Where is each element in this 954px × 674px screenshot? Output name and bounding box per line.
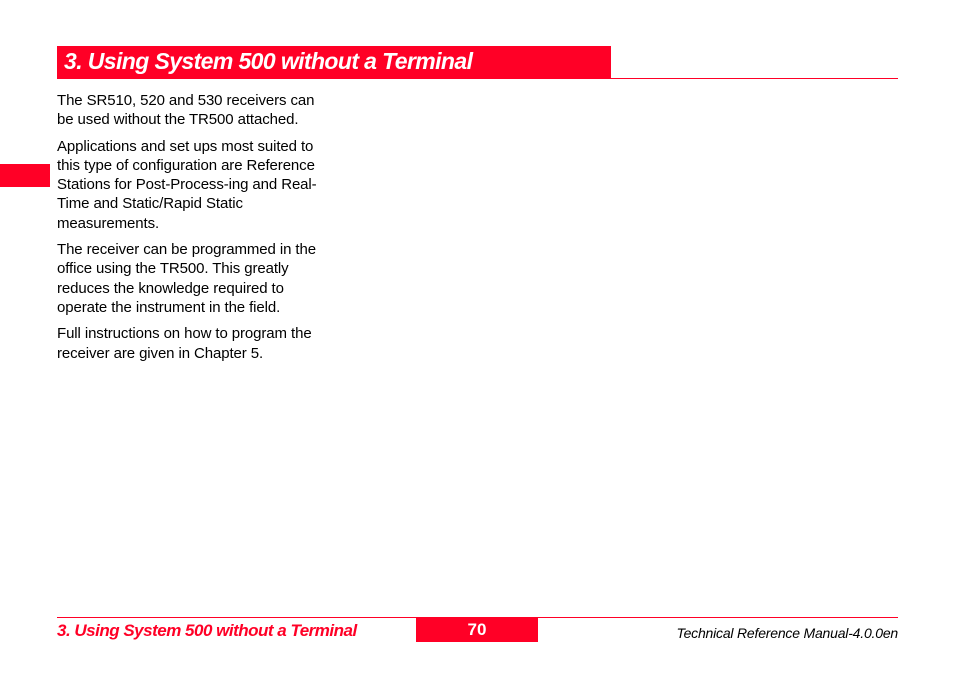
- chapter-side-tab: [0, 164, 50, 187]
- page-number: 70: [416, 618, 538, 642]
- paragraph-programming: The receiver can be programmed in the office using the TR500. This greatly reduces the knowledge required to operate the instrument in the field.: [57, 241, 316, 316]
- chapter-title-bar: [57, 46, 611, 79]
- page-title: 3. Using System 500 without a Terminal: [64, 48, 473, 74]
- paragraph-intro: The SR510, 520 and 530 receivers can be used without the TR500 attached.: [57, 92, 315, 129]
- body-text: [57, 91, 327, 370]
- footer-manual-title: Technical Reference Manual-4.0.0en: [676, 625, 898, 641]
- title-divider: [611, 78, 898, 79]
- paragraph-applications: Applications and set ups most suited to this type of configuration are Reference Stations for Post-Process-ing and Real-Time and Static/Rapid Static measurements.: [57, 137, 317, 232]
- footer-chapter-title: 3. Using System 500 without a Terminal: [57, 621, 357, 640]
- paragraph-instructions: Full instructions on how to program the receiver are given in Chapter 5.: [57, 325, 312, 362]
